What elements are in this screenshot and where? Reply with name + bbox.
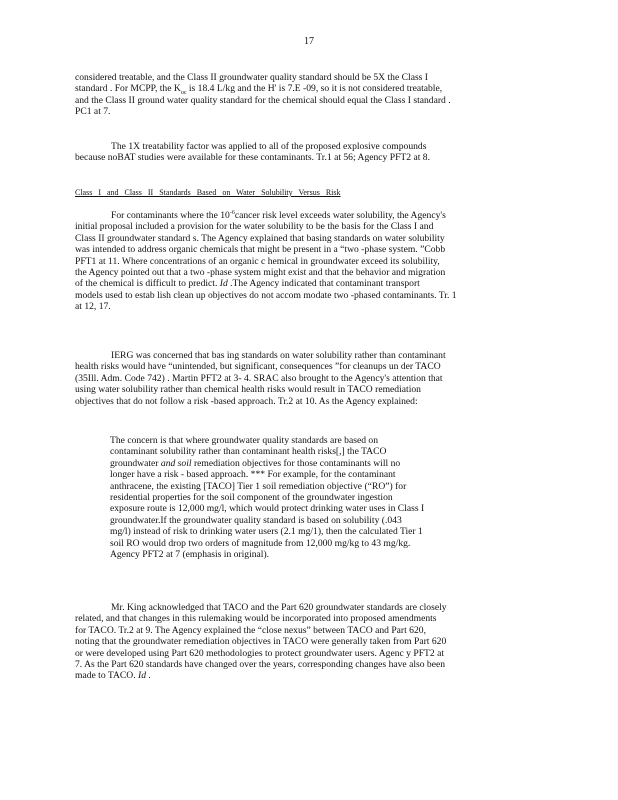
text-line: models used to estab lish clean up objectives do not accom modate two -phased contaminants. Tr. 1 [75,289,457,301]
paragraph-explosives [75,141,543,164]
text-line: of the chemical is difficult to predict. Id .The Agency indicated that contaminant transport [75,278,420,290]
text-line: soil RO would drop two orders of magnitude from 12,000 mg/kg to 43 mg/kg. [110,537,411,549]
text-line: for TACO. Tr.2 at 9. The Agency explained the “close nexus” between TACO and Part 620, [75,624,426,636]
text-line: Mr. King acknowledged that TACO and the Part 620 groundwater standards are closely [111,602,447,613]
text-line: using water solubility rather than chemical health risks would result in TACO remediation [75,384,421,396]
text-line: initial proposal included a provision for the water solubility to be the basis for the Class I and [75,221,434,233]
block-quote [110,435,512,560]
text-line: For contaminants where the $10^{-6}cancer$ risk level exceeds water solubility, the Agency's [111,209,446,221]
text-line: contaminant solubility rather than contaminant health risks[,] the TACO [110,446,387,458]
text-line: or were developed using Part 620 methodologies to protect groundwater users. Agenc y PFT2 at [75,647,445,659]
italic-citation: Id [138,670,147,682]
text-line: noting that the groundwater remediation objectives in TACO were generally taken from Part 620 [75,636,447,648]
paragraph-taco [75,602,543,682]
text-line: health risks would have “unintended, but significant, consequences ”for cleanups un der TACO [75,361,441,373]
text-line: related, and that changes in this rulemaking would be incorporated into proposed amendments [75,613,437,625]
text-line: and the Class II ground water quality standard for the chemical should equal the Class I standard . [75,94,451,106]
text-line: The concern is that where groundwater quality standards are based on [110,435,378,446]
text-line: considered treatable, and the Class II groundwater quality standard should be 5X the Class I [75,72,429,83]
text-line: The 1X treatability factor was applied to all of the proposed explosive compounds [111,141,427,152]
text-line: because noBAT studies were available for these contaminants. Tr.1 at 56; Agency PFT2 at 8. [75,152,430,164]
text-line: anthracene, the existing [TACO] Tier 1 soil remediation objective (“RO”) for [110,480,407,492]
text-line: residential properties for the soil component of the groundwater ingestion [110,492,393,504]
italic-emphasis: and soil [160,457,192,469]
text-line: the Agency pointed out that a two -phase system might exist and that the behavior and migration [75,267,446,279]
subscript: oc [180,90,187,97]
page-number: 17 [304,36,314,47]
text-line: Class II groundwater standard s. The Agency explained that basing standards on water solubility [75,232,445,244]
text-line: standard . For MCPP, the $K_{oc}$ is 18.4 L/kg and the H' is 7.E -09, so it is not considered treatable, [75,83,443,97]
text-line: mg/l) instead of risk to drinking water users (2.1 mg/1), then the calculated Tier 1 [110,526,423,538]
text-line: (35Ill. Adm. Code 742) . Martin PFT2 at 3- 4. SRAC also brought to the Agency's attention that [75,372,443,384]
superscript: -6 [229,209,235,216]
paragraph-ierg [75,350,543,407]
paragraph-solubility [75,210,543,313]
text-line: Agency PFT2 at 7 (emphasis in original). [110,549,270,561]
text-line: exposure route is 12,000 mg/l, which would protect drinking water uses in Class I [110,503,425,515]
text-line: made to TACO. Id . [75,670,151,682]
text-line: PFT1 at 11. Where concentrations of an organic c hemical in groundwater exceed its solubility, [75,255,440,267]
text-line: longer have a risk - based approach. *** For example, for the contaminant [110,469,396,481]
italic-citation: Id [219,278,228,290]
section-heading: Class I and Class II Standards Based on Water Solubility Versus Risk [75,188,341,197]
text-line: was intended to address organic chemicals that might be present in a “two -phase system. ”Cobb [75,244,446,256]
text-line: groundwater and soil remediation objectives for those contaminants will no [110,457,401,469]
paragraph-treatable [75,72,543,118]
text-line: PC1 at 7. [75,106,111,118]
text-line: at 12, 17. [75,301,111,313]
text-line: groundwater.If the groundwater quality standard is based on solubility (.043 [110,514,402,526]
text-line: objectives that do not follow a risk -based approach. Tr.2 at 10. As the Agency explained: [75,395,418,407]
text-line: 7. As the Part 620 standards have changed over the years, corresponding changes have also been [75,659,446,671]
text-line: IERG was concerned that bas ing standards on water solubility rather than contaminant [111,350,446,361]
